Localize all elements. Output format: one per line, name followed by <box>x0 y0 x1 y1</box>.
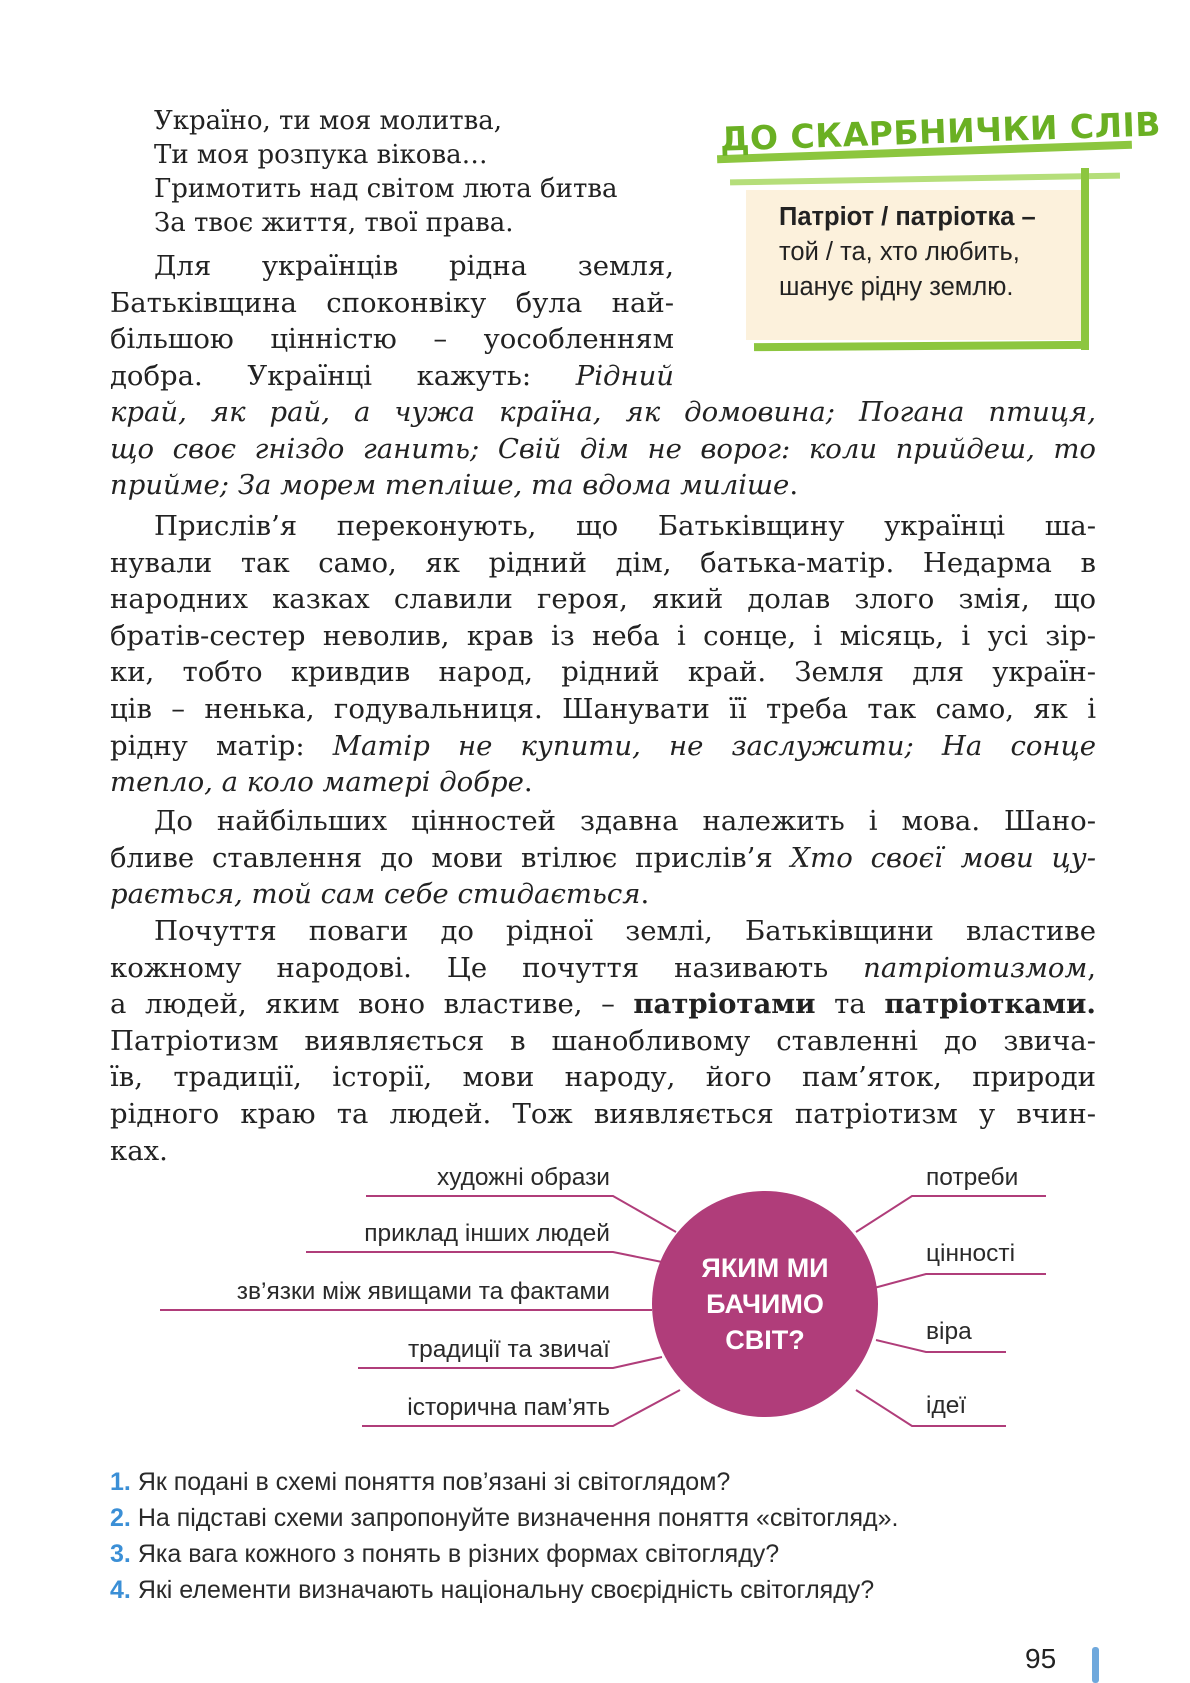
mindmap-label-left: традиції та звичаї <box>407 1336 610 1363</box>
text-line: бливе ставлення до мови втілює прислів’я Хто своєї мови цу- <box>110 841 1096 874</box>
mindmap-label-left: історична пам’ять <box>407 1394 610 1421</box>
text-line: ках. <box>110 1134 168 1167</box>
mindmap-center-line: СВІТ? <box>725 1325 805 1355</box>
text-line: ців – ненька, годувальниця. Шанувати її треба так само, як і <box>110 692 1096 725</box>
connector-line <box>306 1252 662 1262</box>
text-line: Батьківщина споконвіку була най- <box>110 286 674 319</box>
text-line: народних казках славили героя, який долав злого змія, що <box>110 583 1096 616</box>
mindmap-label-left: зв’язки між явищами та фактами <box>236 1278 610 1305</box>
text-line: Патріотизм виявляється в шанобливому ставленні до звича- <box>110 1024 1096 1057</box>
vocab-def-line: той / та, хто любить, <box>779 238 1020 266</box>
mindmap-label-right: цінності <box>926 1240 1016 1267</box>
vocab-term: Патріот / патріотка – <box>779 203 1036 231</box>
poem-line: Гримотить над світом люта битва <box>154 174 618 204</box>
question-1: 1. Як подані в схемі поняття пов’язані зі світоглядом? <box>110 1468 731 1496</box>
text-line: край, як рай, а чужа країна, як домовина; Погана птиця, <box>110 396 1096 428</box>
text-line: їв, традиції, історії, мови народу, його пам’яток, природи <box>110 1061 1096 1094</box>
page-marker <box>1092 1647 1099 1683</box>
text-line: ки, тобто кривдив народ, рідний край. Земля для україн- <box>110 656 1096 689</box>
text-line: До найбільших цінностей здавна належить і мова. Шано- <box>154 805 1096 837</box>
text-line: що своє гніздо ганить; Свій дім не ворог: коли прийдеш, то <box>110 432 1096 465</box>
mindmap-label-right: ідеї <box>926 1392 967 1419</box>
text-line: кожному народові. Це почуття називають патріотизмом, <box>110 951 1096 984</box>
poem-line: Україно, ти моя молитва, <box>154 106 503 136</box>
text-line: рідного краю та людей. Тож виявляється патріотизм у вчин- <box>110 1097 1096 1130</box>
text-line: прийме; За морем тепліше, та вдома миліше. <box>110 469 799 502</box>
page-number: 95 <box>1025 1643 1057 1674</box>
mindmap-center-line: ЯКИМ МИ <box>701 1253 829 1283</box>
text-line: Прислів’я переконують, що Батьківщину українці ша- <box>154 510 1096 542</box>
text-line: рається, той сам себе стидається. <box>110 878 650 911</box>
mindmap-center-line: БАЧИМО <box>706 1289 824 1319</box>
text-line: рідну матір: Матір не купити, не заслужити; На сонце <box>110 729 1096 762</box>
mindmap-center <box>652 1191 878 1417</box>
text-line: братів-сестер неволив, крав із неба і сонце, і місяць, і усі зір- <box>110 619 1096 652</box>
vocab-def-line: шанує рідну землю. <box>779 273 1014 301</box>
question-2: 2. На підставі схеми запропонуйте визначення поняття «світогляд». <box>110 1504 899 1532</box>
mindmap-label-right: віра <box>926 1318 972 1345</box>
poem-line: Ти моя розпука вікова… <box>154 140 488 170</box>
text-line: тепло, а коло матері добре. <box>110 766 533 799</box>
mindmap-label-right: потреби <box>926 1164 1019 1191</box>
question-4: 4. Які елементи визначають національну своєрідність світогляду? <box>110 1576 875 1604</box>
poem-line: За твоє життя, твої права. <box>154 208 514 238</box>
connector-line <box>856 1196 1046 1232</box>
question-3: 3. Яка вага кожного з понять в різних формах світогляду? <box>110 1540 780 1568</box>
mindmap-label-left: приклад інших людей <box>364 1220 610 1247</box>
text-line: Почуття поваги до рідної землі, Батьківщини властиве <box>154 915 1096 947</box>
text-line: добра. Українці кажуть: Рідний <box>110 359 674 392</box>
vocab-title: ДО СКАРБНИЧКИ СЛІВ <box>719 104 1162 159</box>
mindmap-label-left: художні образи <box>436 1164 610 1191</box>
text-line: а людей, яким воно властиве, – патріотами та патріотками. <box>110 988 1096 1021</box>
text-line: нували так само, як рідний дім, батька-матір. Недарма в <box>110 546 1096 579</box>
connector-line <box>874 1274 1046 1288</box>
text-line: більшою цінністю – уособленням <box>110 323 674 356</box>
text-line: Для українців рідна земля, <box>154 250 674 282</box>
